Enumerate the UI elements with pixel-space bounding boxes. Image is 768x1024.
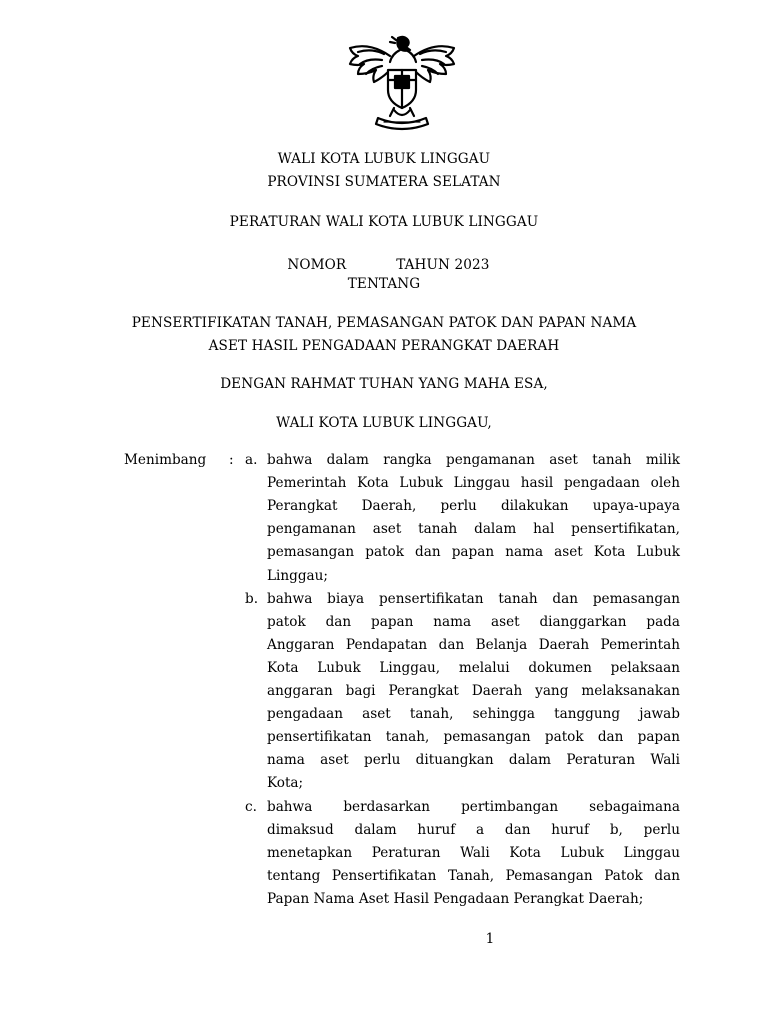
consideration-line: pensertifikatan tanah, pemasangan patok dan papan <box>267 729 680 746</box>
year-label: TAHUN 2023 <box>396 257 490 273</box>
consideration-line: anggaran bagi Perangkat Daerah yang melaksanakan <box>267 683 680 699</box>
consideration-line: Perangkat Daerah, perlu dilakukan upaya-upaya <box>267 498 680 515</box>
consideration-line: Pemerintah Kota Lubuk Linggau hasil pengadaan oleh <box>267 475 680 492</box>
issuer-name: WALI KOTA LUBUK LINGGAU <box>277 151 491 167</box>
considerations-label: Menimbang <box>124 452 207 468</box>
consideration-line: tentang Pensertifikatan Tanah, Pemasangan Patok dan <box>267 867 680 884</box>
consideration-line: Papan Nama Aset Hasil Pengadaan Perangkat Daerah; <box>267 890 644 907</box>
consideration-line: dimaksud dalam huruf a dan huruf b, perlu <box>267 821 680 838</box>
consideration-line: nama aset perlu dituangkan dalam Peraturan Wali <box>267 752 680 769</box>
consideration-line: Anggaran Pendapatan dan Belanja Daerah Pemerintah <box>267 636 680 653</box>
page-number: 1 <box>485 931 495 947</box>
about-heading: TENTANG <box>347 276 421 292</box>
regulation-title: PERATURAN WALI KOTA LUBUK LINGGAU <box>229 214 539 230</box>
number-label: NOMOR <box>287 257 347 273</box>
preamble: DENGAN RAHMAT TUHAN YANG MAHA ESA, <box>220 376 548 392</box>
regulation-number-line <box>0 235 768 275</box>
consideration-line: bahwa dalam rangka pengamanan aset tanah milik <box>267 452 680 468</box>
subject-line-1: PENSERTIFIKATAN TANAH, PEMASANGAN PATOK DAN PAPAN NAMA <box>131 315 637 331</box>
authority-line: WALI KOTA LUBUK LINGGAU, <box>276 415 492 431</box>
consideration-line: pengamanan aset tanah dalam hal pensertifikatan, <box>267 521 680 538</box>
consideration-line: bahwa biaya pensertifikatan tanah dan pemasangan <box>267 590 680 607</box>
consideration-line: Kota Lubuk Linggau, melalui dokumen pelaksaan <box>267 659 680 676</box>
consideration-line: pengadaan aset tanah, sehingga tanggung jawab <box>267 706 680 723</box>
considerations-colon: : <box>229 452 234 468</box>
consideration-line: Kota; <box>267 775 304 792</box>
consideration-line: patok dan papan nama aset dianggarkan pada <box>267 613 680 630</box>
province-name: PROVINSI SUMATERA SELATAN <box>267 174 501 190</box>
consideration-line: pemasangan patok dan papan nama aset Kota Lubuk <box>267 544 680 561</box>
consideration-line: bahwa berdasarkan pertimbangan sebagaimana <box>267 798 680 815</box>
consideration-marker: c. <box>245 798 257 815</box>
consideration-marker: b. <box>245 590 259 607</box>
consideration-line: Linggau; <box>267 567 328 584</box>
subject-line-2: ASET HASIL PENGADAAN PERANGKAT DAERAH <box>208 338 560 354</box>
consideration-marker: a. <box>245 452 258 468</box>
consideration-line: menetapkan Peraturan Wali Kota Lubuk Linggau <box>267 844 680 861</box>
garuda-emblem-icon <box>340 34 464 134</box>
